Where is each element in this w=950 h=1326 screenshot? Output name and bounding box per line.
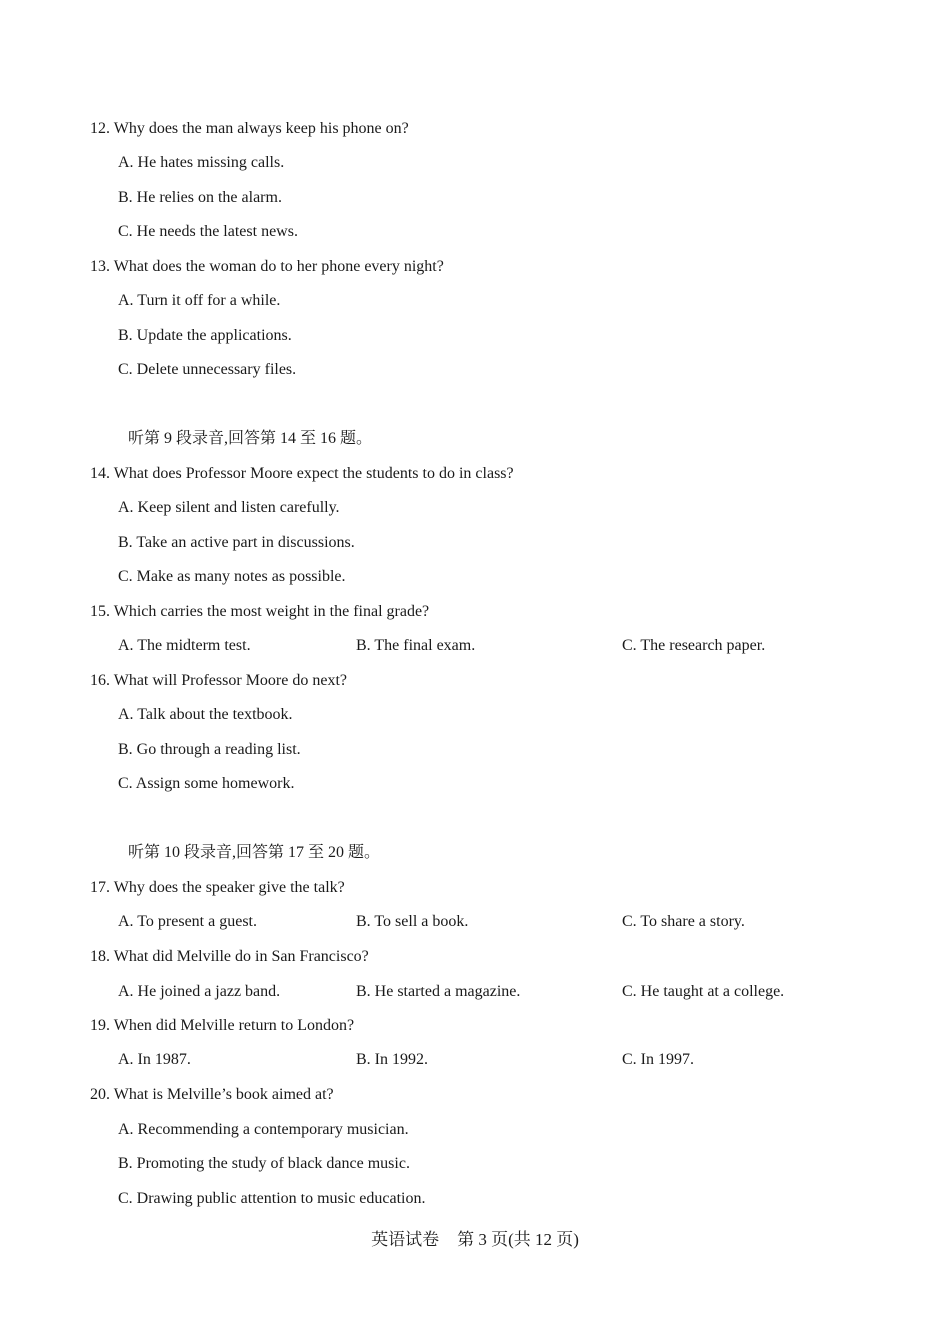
page-footer: [0, 1225, 950, 1250]
q12-option-c: C. He needs the latest news.: [118, 223, 298, 240]
q14-option-c: C. Make as many notes as possible.: [118, 568, 346, 585]
q19-option-c: C. In 1997.: [622, 1051, 694, 1068]
q17-option-c: C. To share a story.: [622, 913, 745, 930]
q16-option-c: C. Assign some homework.: [118, 775, 295, 792]
question-20: 20. What is Melville’s book aimed at?: [90, 1086, 334, 1103]
q15-option-c: C. The research paper.: [622, 637, 766, 654]
q13-option-b: B. Update the applications.: [118, 327, 292, 344]
question-13: 13. What does the woman do to her phone every night?: [90, 258, 444, 275]
question-15: 15. Which carries the most weight in the final grade?: [90, 603, 430, 620]
q12-option-a: A. He hates missing calls.: [118, 154, 285, 171]
q18-option-a: A. He joined a jazz band.: [118, 983, 281, 1000]
question-17: 17. Why does the speaker give the talk?: [90, 879, 345, 896]
footer-page-number: 第 3 页(共 12 页): [457, 1230, 579, 1249]
section-10-instruction: 听第 10 段录音,回答第 17 至 20 题。: [128, 844, 381, 861]
q14-option-b: B. Take an active part in discussions.: [118, 534, 355, 551]
question-12: 12. Why does the man always keep his phone on?: [90, 120, 409, 137]
section-9-instruction: 听第 9 段录音,回答第 14 至 16 题。: [128, 430, 373, 447]
question-18: 18. What did Melville do in San Francisco?: [90, 948, 369, 965]
q17-option-b: B. To sell a book.: [356, 913, 469, 930]
q12-option-b: B. He relies on the alarm.: [118, 189, 282, 206]
question-16: 16. What will Professor Moore do next?: [90, 672, 347, 689]
q20-option-c: C. Drawing public attention to music education.: [118, 1190, 426, 1207]
q19-option-a: A. In 1987.: [118, 1051, 191, 1068]
q18-option-c: C. He taught at a college.: [622, 983, 785, 1000]
q13-option-c: C. Delete unnecessary files.: [118, 361, 297, 378]
q16-option-b: B. Go through a reading list.: [118, 741, 301, 758]
footer-subject: 英语试卷: [371, 1230, 440, 1249]
q19-option-b: B. In 1992.: [356, 1051, 428, 1068]
q15-option-a: A. The midterm test.: [118, 637, 251, 654]
question-14: 14. What does Professor Moore expect the students to do in class?: [90, 465, 514, 482]
q13-option-a: A. Turn it off for a while.: [118, 292, 281, 309]
q20-option-a: A. Recommending a contemporary musician.: [118, 1121, 409, 1138]
q15-option-b: B. The final exam.: [356, 637, 476, 654]
q17-option-a: A. To present a guest.: [118, 913, 257, 930]
question-19: 19. When did Melville return to London?: [90, 1017, 355, 1034]
q20-option-b: B. Promoting the study of black dance music.: [118, 1155, 410, 1172]
q16-option-a: A. Talk about the textbook.: [118, 706, 293, 723]
q14-option-a: A. Keep silent and listen carefully.: [118, 499, 340, 516]
q18-option-b: B. He started a magazine.: [356, 983, 521, 1000]
